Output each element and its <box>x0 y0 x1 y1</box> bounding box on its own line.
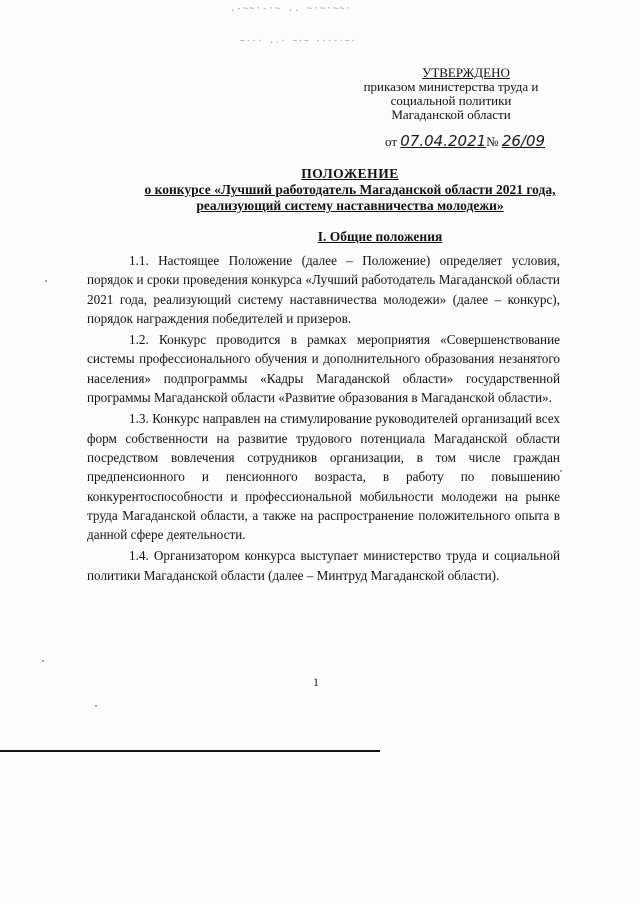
approval-line: Магаданской области <box>391 107 511 122</box>
order-prefix: от <box>385 134 398 149</box>
order-reference <box>385 132 545 150</box>
order-number: 26/09 <box>501 132 546 150</box>
section-heading: I. Общие положения <box>317 229 443 244</box>
order-date: 07.04.2021 <box>400 132 487 150</box>
paragraph: 1.2. Конкурс проводится в рамках мероприятия «Совершенствование системы профессионального обучения и дополнительного образования незанятого населения» подпрограммы «Кадры Магаданской области» государственной программы Магаданской области «Развитие образования в Магаданской области». <box>87 332 560 406</box>
document-title-block <box>0 166 640 214</box>
scan-artifact: .-~~·-·~ .. ~·~·~~· <box>230 4 352 14</box>
paragraph: 1.1. Настоящее Положение (далее – Положение) определяет условия, порядок и сроки проведения конкурса «Лучший работодатель Магаданской области 2021 года, реализующий систему наставничества молодежи» (далее – конкурс), порядок награждения победителей и призеров. <box>87 253 560 326</box>
document-title: ПОЛОЖЕНИЕ <box>301 166 399 181</box>
document-subtitle: о конкурсе «Лучший работодатель Магаданской области 2021 года, <box>144 182 556 197</box>
order-number-sign: № <box>486 134 499 149</box>
paragraph: 1.3. Конкурс направлен на стимулирование руководителей организаций всех форм собственности на развитие трудового потенциала Магаданской области посредством вовлечения сотрудников организации, в том числе граждан предпенсионного и пенсионного возраста, в работу по повышению конкурентоспособности и профессиональной мобильности молодежи на рынке труда Магаданской области, а также на распространение положительного опыта в данной сфере деятельности. <box>87 411 560 543</box>
scan-speck <box>42 660 44 662</box>
scan-speck <box>45 280 47 282</box>
approval-stamp <box>346 66 556 122</box>
scan-artifact: ~·-· ..· ~·~ -··-·~· <box>240 36 357 45</box>
paragraph: 1.4. Организатором конкурса выступает министерство труда и социальной политики Магаданской области (далее – Минтруд Магаданской области). <box>87 548 560 583</box>
page-number: 1 <box>313 675 319 689</box>
scan-speck <box>95 705 97 707</box>
section-body <box>87 251 560 585</box>
document-subtitle: реализующий систему наставничества молодежи» <box>196 198 504 213</box>
scan-speck <box>560 470 562 472</box>
footer-divider <box>0 750 380 752</box>
approval-title: УТВЕРЖДЕНО <box>422 65 510 80</box>
approval-line: приказом министерства труда и <box>363 79 539 94</box>
approval-line: социальной политики <box>390 93 512 108</box>
